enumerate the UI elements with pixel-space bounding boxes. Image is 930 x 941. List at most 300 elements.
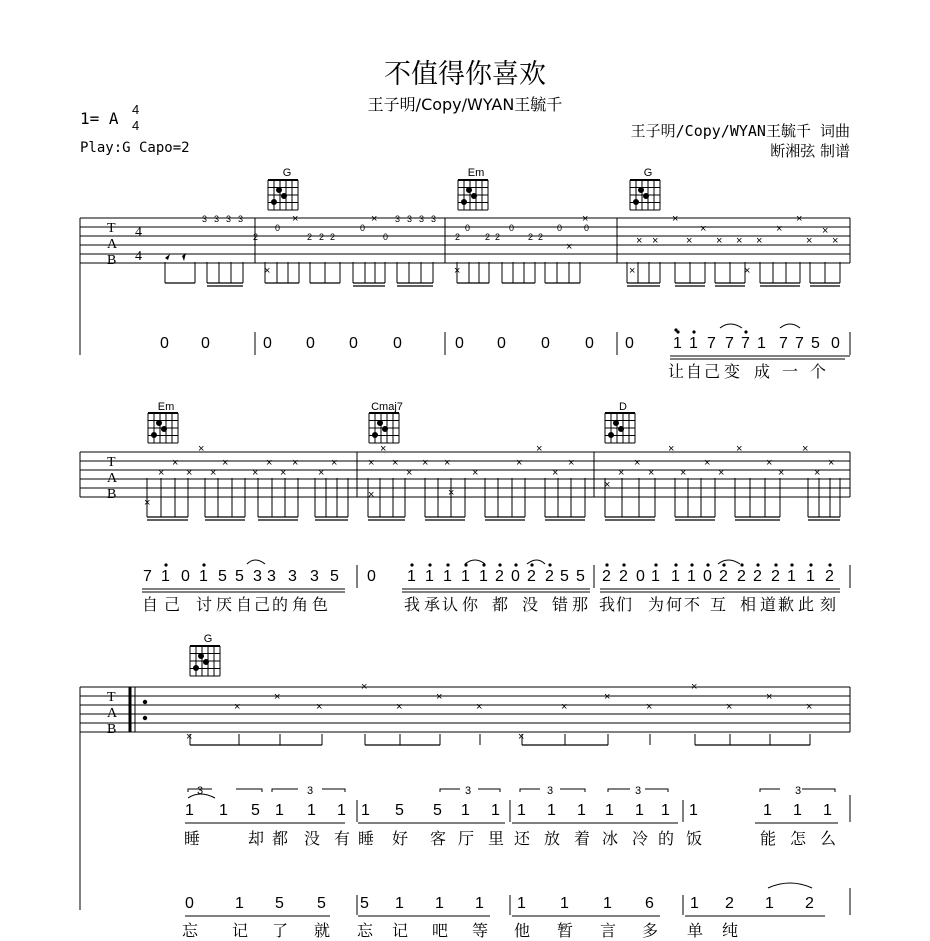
octave-dot: [740, 563, 743, 566]
lyric-char: 睡: [184, 829, 201, 848]
jianpu-note: 2: [737, 568, 746, 585]
dead-note-x: ×: [264, 265, 271, 277]
lyric-char: 没: [304, 829, 321, 848]
jianpu-note: 1: [443, 568, 452, 585]
triplet-number: 3: [547, 785, 554, 797]
dead-note-x: ×: [646, 701, 653, 713]
tab-letter-b-2: B: [107, 487, 117, 502]
jianpu-note: 1: [337, 802, 346, 819]
dead-note-x: ×: [396, 701, 403, 713]
lyric-char: 变: [724, 362, 741, 381]
jianpu-note: 7: [725, 335, 734, 352]
fret-number: 3: [431, 214, 437, 224]
chord-diagram: [458, 180, 488, 210]
dead-note-x: ×: [516, 457, 523, 469]
dead-note-x: ×: [672, 213, 679, 225]
lyric-char: 那: [572, 595, 589, 614]
credit-line: 王子明/Copy/WYAN王毓千 词曲: [630, 122, 850, 140]
jianpu-note: 0: [636, 568, 645, 585]
lyric-char: 没: [522, 595, 539, 614]
jianpu-note: 5: [433, 802, 442, 819]
lyric-char: 都: [272, 829, 289, 848]
song-title: 不值得你喜欢: [384, 59, 546, 90]
lyric-char: 你: [462, 595, 479, 614]
finger-dot: [194, 666, 199, 671]
jianpu-note: 1: [361, 802, 370, 819]
dead-note-x: ×: [274, 691, 281, 703]
jianpu-note: 0: [263, 335, 272, 352]
dead-note-x: ×: [604, 479, 611, 491]
dead-note-x: ×: [536, 443, 543, 455]
chord-name-cmaj7: Cmaj7: [371, 401, 403, 413]
dead-note-x: ×: [198, 443, 205, 455]
dead-note-x: ×: [186, 731, 193, 743]
jianpu-note: 2: [771, 568, 780, 585]
time-signature-top: 4: [132, 102, 140, 117]
dead-note-x: ×: [472, 467, 479, 479]
octave-dot: [446, 563, 449, 566]
octave-dot: [744, 330, 747, 333]
lyric-char: 互: [710, 595, 727, 614]
lyric-char: 能: [760, 829, 777, 848]
lyric-char: 还: [514, 829, 531, 848]
lyric-char: 等: [472, 921, 489, 940]
fret-number: 3: [226, 214, 232, 224]
fret-number: 3: [395, 214, 401, 224]
jianpu-note: 5: [317, 895, 326, 912]
dead-note-x: ×: [776, 223, 783, 235]
octave-dot: [428, 563, 431, 566]
lyric-char: 刻: [820, 595, 837, 614]
finger-dot: [204, 660, 209, 665]
dead-note-x: ×: [144, 497, 151, 509]
dead-note-x: ×: [210, 467, 217, 479]
lyric-char: 忘: [357, 921, 374, 940]
dead-note-x: ×: [186, 467, 193, 479]
fret-number: 2: [253, 232, 259, 242]
jianpu-note: 0: [393, 335, 402, 352]
chord-diagram: [190, 646, 220, 676]
jianpu-note: 1: [661, 802, 670, 819]
lyric-char: 着: [574, 829, 591, 848]
triplet-number: 3: [307, 785, 314, 797]
lyric-char: 纯: [722, 921, 739, 940]
fret-number: 2: [528, 232, 534, 242]
dead-note-x: ×: [802, 443, 809, 455]
lyric-char: 多: [642, 921, 659, 940]
lyric-char: 己: [704, 362, 721, 381]
lyric-char: 放: [544, 829, 561, 848]
lyric-char: 厅: [458, 829, 475, 848]
jianpu-note: 1: [635, 802, 644, 819]
lyric-char: 认: [442, 595, 459, 614]
dead-note-x: ×: [828, 457, 835, 469]
jianpu-note: 5: [235, 568, 244, 585]
lyric-char: 相: [740, 595, 757, 614]
jianpu-note: 1: [763, 802, 772, 819]
dead-note-x: ×: [316, 701, 323, 713]
dead-note-x: ×: [292, 213, 299, 225]
jianpu-note: 1: [793, 802, 802, 819]
jianpu-note: 0: [511, 568, 520, 585]
dead-note-x: ×: [716, 235, 723, 247]
dead-note-x: ×: [636, 235, 643, 247]
finger-dot: [199, 654, 204, 659]
fret-number: 3: [202, 214, 208, 224]
lyric-char: 的: [272, 595, 289, 614]
jianpu-note: 1: [475, 895, 484, 912]
fret-number: 2: [495, 232, 501, 242]
octave-dot: [605, 563, 608, 566]
finger-dot: [272, 200, 277, 205]
dead-note-x: ×: [422, 457, 429, 469]
jianpu-note: 5: [576, 568, 585, 585]
finger-dot: [373, 433, 378, 438]
time-signature-bottom: 4: [132, 118, 140, 133]
dead-note-x: ×: [806, 701, 813, 713]
lyric-char: 都: [492, 595, 509, 614]
jianpu-note: 0: [625, 335, 634, 352]
jianpu-note: 1: [461, 802, 470, 819]
dead-note-x: ×: [406, 467, 413, 479]
lyric-char: 我: [599, 595, 616, 614]
song-subtitle: 王子明/Copy/WYAN王毓千: [367, 95, 563, 114]
octave-dot: [654, 563, 657, 566]
play-capo-info: Play:G Capo=2: [80, 140, 190, 156]
dead-note-x: ×: [392, 457, 399, 469]
lyric-char: 自: [686, 362, 703, 381]
dead-note-x: ×: [436, 691, 443, 703]
dead-note-x: ×: [582, 213, 589, 225]
tab-letter-b-3: B: [107, 722, 117, 737]
jianpu-note: 6: [645, 895, 654, 912]
lyric-char: 么: [820, 829, 837, 848]
jianpu-note: 1: [577, 802, 586, 819]
dead-note-x: ×: [680, 467, 687, 479]
fret-number: 3: [214, 214, 220, 224]
jianpu-note: 1: [435, 895, 444, 912]
arranger-line: 断湘弦 制谱: [770, 142, 850, 160]
jianpu-note: 1: [823, 802, 832, 819]
fret-number: 3: [407, 214, 413, 224]
jianpu-note: 1: [479, 568, 488, 585]
jianpu-note: 2: [805, 895, 814, 912]
octave-dot: [692, 330, 695, 333]
dead-note-x: ×: [718, 467, 725, 479]
lyric-char: 却: [248, 829, 265, 848]
dead-note-x: ×: [561, 701, 568, 713]
octave-dot: [202, 563, 205, 566]
dead-note-x: ×: [766, 457, 773, 469]
dead-note-x: ×: [756, 235, 763, 247]
lyric-char: 己: [254, 595, 271, 614]
octave-dot: [809, 563, 812, 566]
tab-time-top: 4: [135, 225, 142, 240]
finger-dot: [644, 194, 649, 199]
finger-dot: [609, 433, 614, 438]
triplet-number: 3: [465, 785, 472, 797]
lyric-char: 怎: [790, 829, 807, 848]
jianpu-note: 1: [765, 895, 774, 912]
fret-number: 0: [383, 232, 389, 242]
lyric-char: 此: [798, 595, 815, 614]
jianpu-note: 1: [517, 802, 526, 819]
octave-dot: [674, 563, 677, 566]
octave-dot: [706, 563, 709, 566]
fret-number: 2: [485, 232, 491, 242]
lyric-char: 厌: [216, 595, 233, 614]
jianpu-note: 1: [689, 802, 698, 819]
dead-note-x: ×: [371, 213, 378, 225]
lyric-char: 讨: [196, 595, 213, 614]
finger-dot: [634, 200, 639, 205]
jianpu-note: 2: [719, 568, 728, 585]
dead-note-x: ×: [454, 265, 461, 277]
dead-note-x: ×: [234, 701, 241, 713]
octave-dot: [514, 563, 517, 566]
jianpu-note: 0: [703, 568, 712, 585]
jianpu-note: 1: [757, 335, 766, 352]
jianpu-note: 1: [407, 568, 416, 585]
jianpu-note: 1: [547, 802, 556, 819]
chord-name-g-3: G: [203, 633, 213, 645]
jianpu-note: 1: [689, 335, 698, 352]
triplet-number: 3: [635, 785, 642, 797]
lyric-char: 错: [552, 595, 569, 614]
finger-dot: [152, 433, 157, 438]
dead-note-x: ×: [568, 457, 575, 469]
lyric-char: 忘: [182, 921, 199, 940]
dead-note-x: ×: [822, 225, 829, 237]
lyric-char: 道: [760, 595, 777, 614]
dead-note-x: ×: [700, 223, 707, 235]
jianpu-note: 0: [585, 335, 594, 352]
octave-dot: [756, 563, 759, 566]
jianpu-note: 7: [795, 335, 804, 352]
chord-name-em: Em: [467, 167, 485, 179]
jianpu-note: 2: [495, 568, 504, 585]
dead-note-x: ×: [266, 457, 273, 469]
dead-note-x: ×: [331, 457, 338, 469]
jianpu-note: 1: [517, 895, 526, 912]
dead-note-x: ×: [832, 235, 839, 247]
dead-note-x: ×: [668, 443, 675, 455]
lyric-char: 冰: [602, 829, 619, 848]
jianpu-note: 0: [201, 335, 210, 352]
lyric-char: 言: [600, 921, 617, 940]
dead-note-x: ×: [604, 691, 611, 703]
jianpu-note: 5: [560, 568, 569, 585]
jianpu-note: 0: [349, 335, 358, 352]
finger-dot: [378, 421, 383, 426]
dead-note-x: ×: [686, 235, 693, 247]
dead-note-x: ×: [796, 213, 803, 225]
jianpu-note: 7: [779, 335, 788, 352]
jianpu-note: 1: [671, 568, 680, 585]
jianpu-note: 1: [651, 568, 660, 585]
jianpu-note: 2: [753, 568, 762, 585]
lyric-char: 吧: [432, 921, 449, 940]
chord-diagram: [605, 413, 635, 443]
jianpu-note: 3: [310, 568, 319, 585]
dead-note-x: ×: [448, 487, 455, 499]
octave-dot: [674, 328, 677, 331]
fret-number: 3: [238, 214, 244, 224]
dead-note-x: ×: [552, 467, 559, 479]
finger-dot: [472, 194, 477, 199]
jianpu-note: 3: [288, 568, 297, 585]
lyric-char: 角: [292, 595, 309, 614]
lyric-char: 一: [782, 362, 799, 381]
dead-note-x: ×: [648, 467, 655, 479]
octave-dot: [498, 563, 501, 566]
finger-dot: [383, 427, 388, 432]
jianpu-note: 1: [690, 895, 699, 912]
dead-note-x: ×: [736, 443, 743, 455]
lyric-char: 自: [236, 595, 253, 614]
dead-note-x: ×: [814, 467, 821, 479]
dead-note-x: ×: [222, 457, 229, 469]
dead-note-x: ×: [766, 691, 773, 703]
fret-number: 0: [275, 223, 281, 233]
finger-dot: [614, 421, 619, 426]
tab-letter-t: T: [107, 221, 116, 236]
fret-number: 2: [307, 232, 313, 242]
octave-dot: [622, 563, 625, 566]
lyric-char: 己: [164, 595, 181, 614]
lyric-char: 色: [312, 595, 329, 614]
jianpu-note: 0: [831, 335, 840, 352]
jianpu-note: 1: [787, 568, 796, 585]
octave-dot: [464, 563, 467, 566]
lyric-char: 了: [272, 921, 289, 940]
dead-note-x: ×: [380, 443, 387, 455]
lyric-char: 单: [687, 921, 704, 940]
chord-diagram: [268, 180, 298, 210]
jianpu-note: 0: [181, 568, 190, 585]
jianpu-note: 1: [491, 802, 500, 819]
tab-letter-a: A: [107, 237, 118, 252]
lyric-char: 饭: [686, 829, 703, 848]
jianpu-note: 0: [185, 895, 194, 912]
jianpu-note: 1: [806, 568, 815, 585]
lyric-char: 有: [334, 829, 351, 848]
lyric-char: 成: [754, 362, 771, 381]
lyric-char: 记: [392, 921, 409, 940]
fret-number: 3: [419, 214, 425, 224]
octave-dot: [690, 563, 693, 566]
lyric-char: 我: [404, 595, 421, 614]
dead-note-x: ×: [158, 467, 165, 479]
jianpu-note: 7: [707, 335, 716, 352]
fret-number: 0: [584, 223, 590, 233]
jianpu-note: 1: [307, 802, 316, 819]
triplet-number: 3: [795, 785, 802, 797]
jianpu-note: 1: [461, 568, 470, 585]
lyric-char: 何: [666, 595, 683, 614]
triplet-number: 3: [197, 785, 204, 797]
lyric-char: 个: [810, 362, 827, 381]
jianpu-note: 1: [425, 568, 434, 585]
jianpu-note: 7: [741, 335, 750, 352]
dead-note-x: ×: [292, 457, 299, 469]
finger-dot: [467, 188, 472, 193]
chord-diagram: [630, 180, 660, 210]
chord-name-g-2: G: [643, 167, 653, 179]
dead-note-x: ×: [566, 241, 573, 253]
jianpu-note: 2: [825, 568, 834, 585]
dead-note-x: ×: [806, 235, 813, 247]
lyric-char: 让: [668, 362, 685, 381]
tab-letter-t-3: T: [107, 690, 116, 705]
jianpu-note: 0: [160, 335, 169, 352]
jianpu-note: 2: [602, 568, 611, 585]
jianpu-note: 5: [360, 895, 369, 912]
lyric-char: 为: [648, 595, 665, 614]
tab-letter-a-3: A: [107, 706, 118, 721]
jianpu-note: 0: [541, 335, 550, 352]
fret-number: 2: [330, 232, 336, 242]
dead-note-x: ×: [444, 457, 451, 469]
dead-note-x: ×: [476, 701, 483, 713]
tab-time-bottom: 4: [135, 249, 142, 264]
dead-note-x: ×: [691, 681, 698, 693]
jianpu-note: 3: [253, 568, 262, 585]
jianpu-note: 3: [267, 568, 276, 585]
key-signature: 1= A: [80, 109, 119, 128]
jianpu-note: 1: [185, 802, 194, 819]
lyric-char: 歉: [778, 595, 795, 614]
fret-number: 0: [465, 223, 471, 233]
tab-letter-b: B: [107, 253, 117, 268]
dead-note-x: ×: [736, 235, 743, 247]
chord-diagram: [148, 413, 178, 443]
fret-number: 2: [319, 232, 325, 242]
finger-dot: [462, 200, 467, 205]
lyric-char: 客: [430, 829, 447, 848]
lyric-char: 不: [684, 595, 701, 614]
dead-note-x: ×: [618, 467, 625, 479]
finger-dot: [157, 421, 162, 426]
dead-note-x: ×: [704, 457, 711, 469]
dead-note-x: ×: [318, 467, 325, 479]
jianpu-note: 5: [275, 895, 284, 912]
jianpu-note: 5: [811, 335, 820, 352]
dead-note-x: ×: [629, 265, 636, 277]
dead-note-x: ×: [744, 265, 751, 277]
chord-diagram: [369, 413, 399, 443]
lyric-char: 冷: [632, 829, 649, 848]
lyric-char: 承: [424, 595, 441, 614]
dead-note-x: ×: [634, 457, 641, 469]
chord-name-g: G: [282, 167, 292, 179]
jianpu-note: 1: [395, 895, 404, 912]
jianpu-note: 7: [143, 568, 152, 585]
jianpu-note: 2: [545, 568, 554, 585]
jianpu-note: 2: [527, 568, 536, 585]
lyric-char: 们: [616, 595, 633, 614]
jianpu-note: 5: [218, 568, 227, 585]
dead-note-x: ×: [652, 235, 659, 247]
finger-dot: [282, 194, 287, 199]
lyric-char: 的: [658, 829, 675, 848]
jianpu-note: 0: [455, 335, 464, 352]
finger-dot: [162, 427, 167, 432]
chord-name-em-2: Em: [157, 401, 175, 413]
dead-note-x: ×: [361, 681, 368, 693]
jianpu-note: 5: [395, 802, 404, 819]
jianpu-note: 5: [251, 802, 260, 819]
